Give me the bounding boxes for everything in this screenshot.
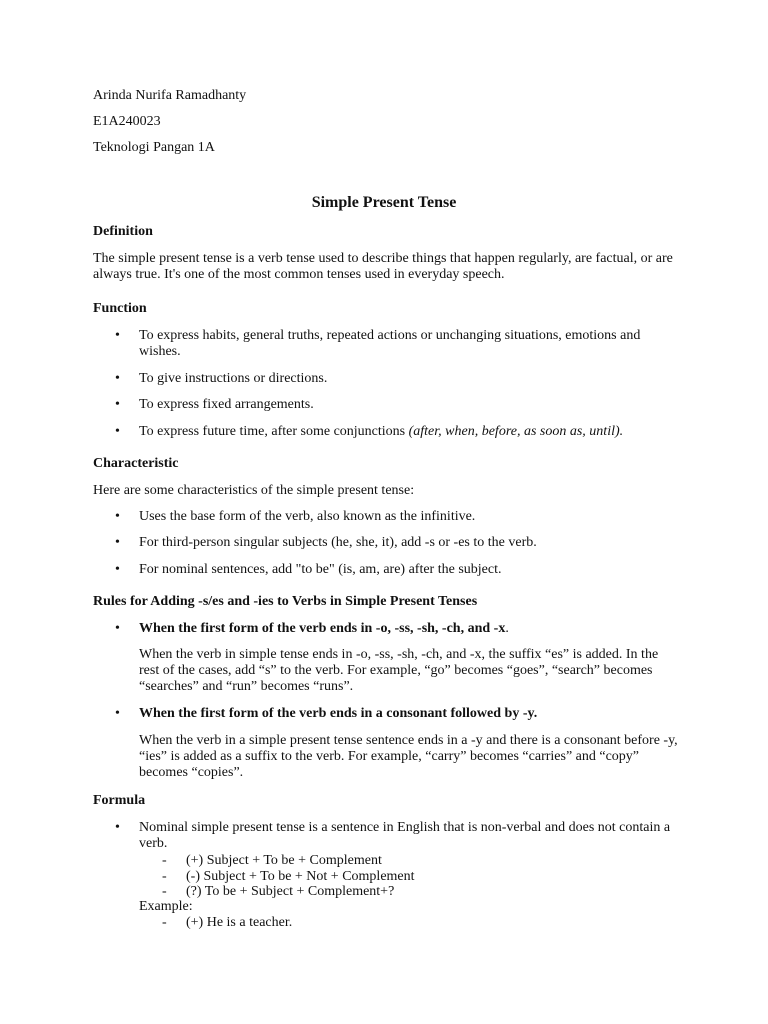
rule-1-text: When the verb in simple tense ends in -o, -ss, -sh, -ch, and -x, the suffix “es” is added. In the rest of the cases, add “s” to the verb. For example, “go” becomes “goes”, “search” becomes “searches” and “run” becomes “runs”. <box>139 647 659 694</box>
function-item-4 <box>139 424 674 440</box>
definition-text: The simple present tense is a verb tense used to describe things that happen regularly, are factual, or are always true. It's one of the most common tenses used in everyday speech. <box>93 251 673 282</box>
bullet: • <box>115 621 120 636</box>
student-id: E1A240023 <box>93 114 161 129</box>
author-name: Arinda Nurifa Ramadhanty <box>93 88 247 103</box>
definition-heading: Definition <box>93 224 153 239</box>
rule-2-title-text: When the first form of the verb ends in a consonant followed by -y. <box>139 706 538 721</box>
formula-question: (?) To be + Subject + Complement+? <box>186 884 395 899</box>
dash-marker: - <box>162 853 167 868</box>
formula-item-1: Nominal simple present tense is a sentence in English that is non-verbal and does not contain a verb. <box>139 820 671 851</box>
page-title: Simple Present Tense <box>311 194 457 211</box>
bullet: • <box>115 820 120 835</box>
function-item-3: To express fixed arrangements. <box>139 397 314 412</box>
function-item-4-text: To express future time, after some conjunctions <box>139 424 406 439</box>
bullet: • <box>115 371 120 386</box>
formula-heading: Formula <box>93 793 146 808</box>
formula-negative: (-) Subject + To be + Not + Complement <box>186 869 415 884</box>
conjunction-list: (after, when, before, as soon as, until). <box>408 424 624 439</box>
bullet: • <box>115 328 120 343</box>
function-item-2: To give instructions or directions. <box>139 371 328 386</box>
bullet: • <box>115 509 120 524</box>
bullet: • <box>115 706 120 721</box>
dash-marker: - <box>162 869 167 884</box>
rule-2-text: When the verb in a simple present tense sentence ends in a -y and there is a consonant before -y, “ies” is added as a suffix to the verb. For example, “carry” becomes “carries” and “copy” becomes “copies”. <box>139 733 678 780</box>
bullet: • <box>115 535 120 550</box>
characteristic-intro: Here are some characteristics of the simple present tense: <box>93 483 415 498</box>
characteristic-item-3: For nominal sentences, add "to be" (is, am, are) after the subject. <box>139 562 502 577</box>
rule-1-title-end: . <box>505 621 509 636</box>
bullet: • <box>115 424 120 439</box>
dash-marker: - <box>162 915 167 930</box>
function-heading: Function <box>93 301 147 316</box>
example-label: Example: <box>139 899 193 914</box>
class-name: Teknologi Pangan 1A <box>93 140 215 155</box>
example-positive: (+) He is a teacher. <box>186 915 293 930</box>
rule-1-title-text: When the first form of the verb ends in -o, -ss, -sh, -ch, and -x <box>139 621 506 636</box>
rule-1-title <box>139 621 674 637</box>
bullet: • <box>115 562 120 577</box>
function-item-1: To express habits, general truths, repeated actions or unchanging situations, emotions and wishes. <box>139 328 641 359</box>
rule-2-title <box>139 706 674 722</box>
formula-positive: (+) Subject + To be + Complement <box>186 853 382 868</box>
characteristic-item-1: Uses the base form of the verb, also known as the infinitive. <box>139 509 476 524</box>
characteristic-heading: Characteristic <box>93 456 179 471</box>
characteristic-item-2: For third-person singular subjects (he, she, it), add -s or -es to the verb. <box>139 535 537 550</box>
dash-marker: - <box>162 884 167 899</box>
bullet: • <box>115 397 120 412</box>
rules-heading: Rules for Adding -s/es and -ies to Verbs in Simple Present Tenses <box>93 594 478 609</box>
